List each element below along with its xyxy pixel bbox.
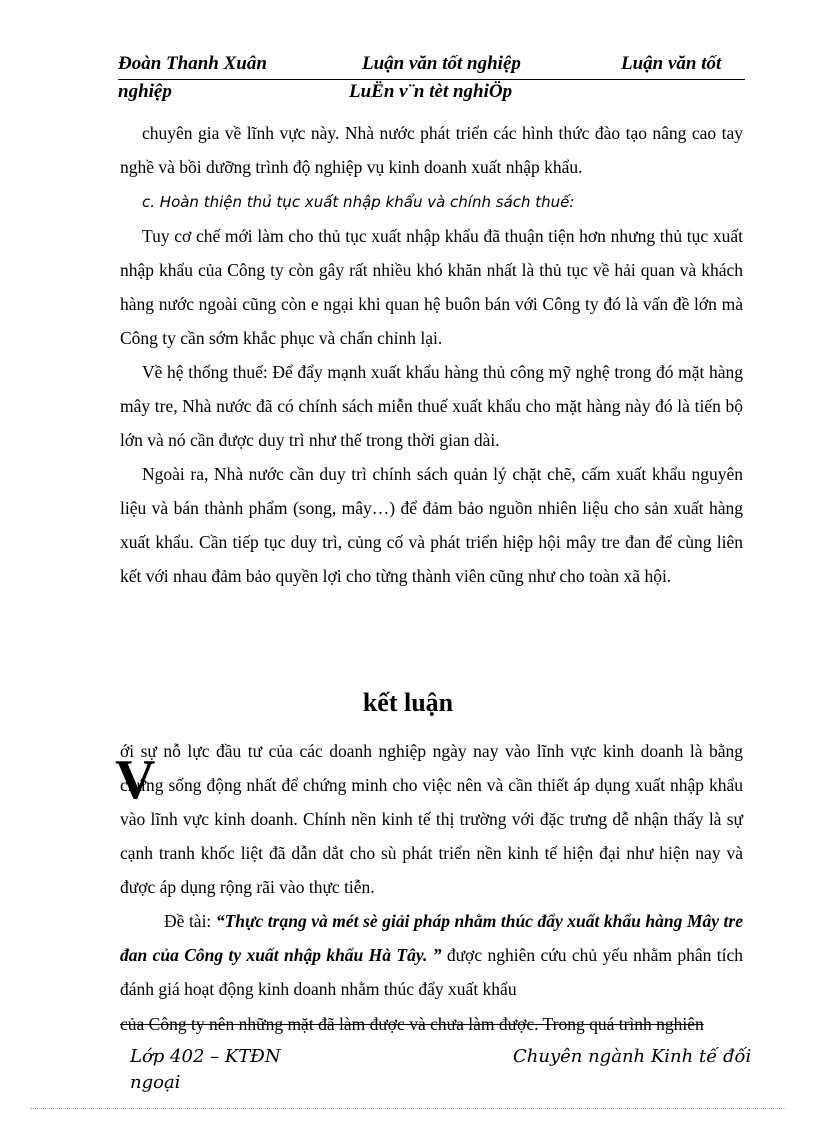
header-line2-center: LuËn v¨n tèt nghiÖp xyxy=(349,81,513,102)
paragraph-customs: Tuy cơ chế mới làm cho thủ tục xuất nhập khẩu đã thuận tiện hơn nhưng thủ tục xuất nhập khẩu của Công ty còn gây rất nhiều khó khăn nhất là thủ tục về hải quan và khách hàng nước ngoài cũng còn e ngại khi quan hệ buôn bán với Công ty đó là vấn đề lớn mà Công ty cần sớm khắc phục và chấn chỉnh lại. xyxy=(120,226,743,348)
conclusion-body xyxy=(120,734,743,1006)
header-title-right: Luận văn tốt xyxy=(621,53,722,74)
section-body xyxy=(120,116,743,593)
topic-label: Đề tài: xyxy=(164,911,216,931)
footer-class-line2: ngoại xyxy=(130,1072,181,1093)
footer-class: Lớp 402 – KTĐN xyxy=(130,1046,281,1067)
header-author: Đoàn Thanh Xuân xyxy=(118,53,267,74)
paragraph-conclusion-intro: ới sự nỗ lực đầu tư của các doanh nghiệp ngày nay vào lĩnh vực kinh doanh là bằng chứng sống động nhất để chứng minh cho việc nên và cần thiết áp dụng xuất nhập khẩu vào lĩnh vực kinh doanh. Chính nền kinh tế thị trường với đặc trưng dễ nhận thấy là sự cạnh tranh khốc liệt đã dẫn dắt cho sù phát triển nền kinh tế hiện đại như hiện nay và được áp dụng rộng rãi vào thực tiễn. xyxy=(120,741,743,897)
footer-major: Chuyên ngành Kinh tế đối xyxy=(513,1046,752,1067)
paragraph-tax: Về hệ thống thuế: Để đẩy mạnh xuất khẩu hàng thủ công mỹ nghệ trong đó mặt hàng mây tre, Nhà nước đã có chính sách miễn thuế xuất khẩu cho mặt hàng này đó là tiến bộ lớn và nó cần được duy trì như thế trong thời gian dài. xyxy=(120,362,743,450)
topic-description: được nghiên cứu chủ yếu nhằm phân tích đánh giá hoạt động kinh doanh nhằm thúc đẩy xuất khẩu xyxy=(120,945,743,999)
subheading-text: c. Hoàn thiện thủ tục xuất nhập khẩu và chính sách thuế: xyxy=(142,193,575,211)
paragraph-training: chuyên gia về lĩnh vực này. Nhà nước phát triển các hình thức đào tạo nâng cao tay nghề và bồi dưỡng trình độ nghiệp vụ kinh doanh xuất nhập khẩu. xyxy=(120,123,743,177)
topic-title: “Thực trạng và mét sè giải pháp nhằm thúc đẩy xuất khẩu hàng Mây tre đan của Công ty xuất nhập khẩu Hà Tây. ” xyxy=(120,911,743,965)
page-bottom-border xyxy=(30,1108,786,1109)
drop-cap: V xyxy=(115,749,156,811)
struck-through-line: của Công ty nên những mặt đã làm được và chưa làm được. Trong quá trình nghiên xyxy=(120,1014,704,1034)
header-title-center: Luận văn tốt nghiệp xyxy=(362,53,521,74)
conclusion-title: kết luận xyxy=(362,688,454,717)
paragraph-materials: Ngoài ra, Nhà nước cần duy trì chính sách quản lý chặt chẽ, cấm xuất khẩu nguyên liệu và bán thành phẩm (song, mây…) để đảm bảo nguồn nhiên liệu cho sản xuất hàng xuất khẩu. Cần tiếp tục duy trì, củng cố và phát triển hiệp hội mây tre đan để cùng liên kết với nhau đảm bảo quyền lợi cho từng thành viên cũng như cho toàn xã hội. xyxy=(120,464,743,586)
subheading-customs-tax xyxy=(120,184,743,219)
header-rule xyxy=(118,79,745,80)
header-line2-left: nghiệp xyxy=(118,81,172,102)
paragraph-topic xyxy=(120,904,743,1006)
